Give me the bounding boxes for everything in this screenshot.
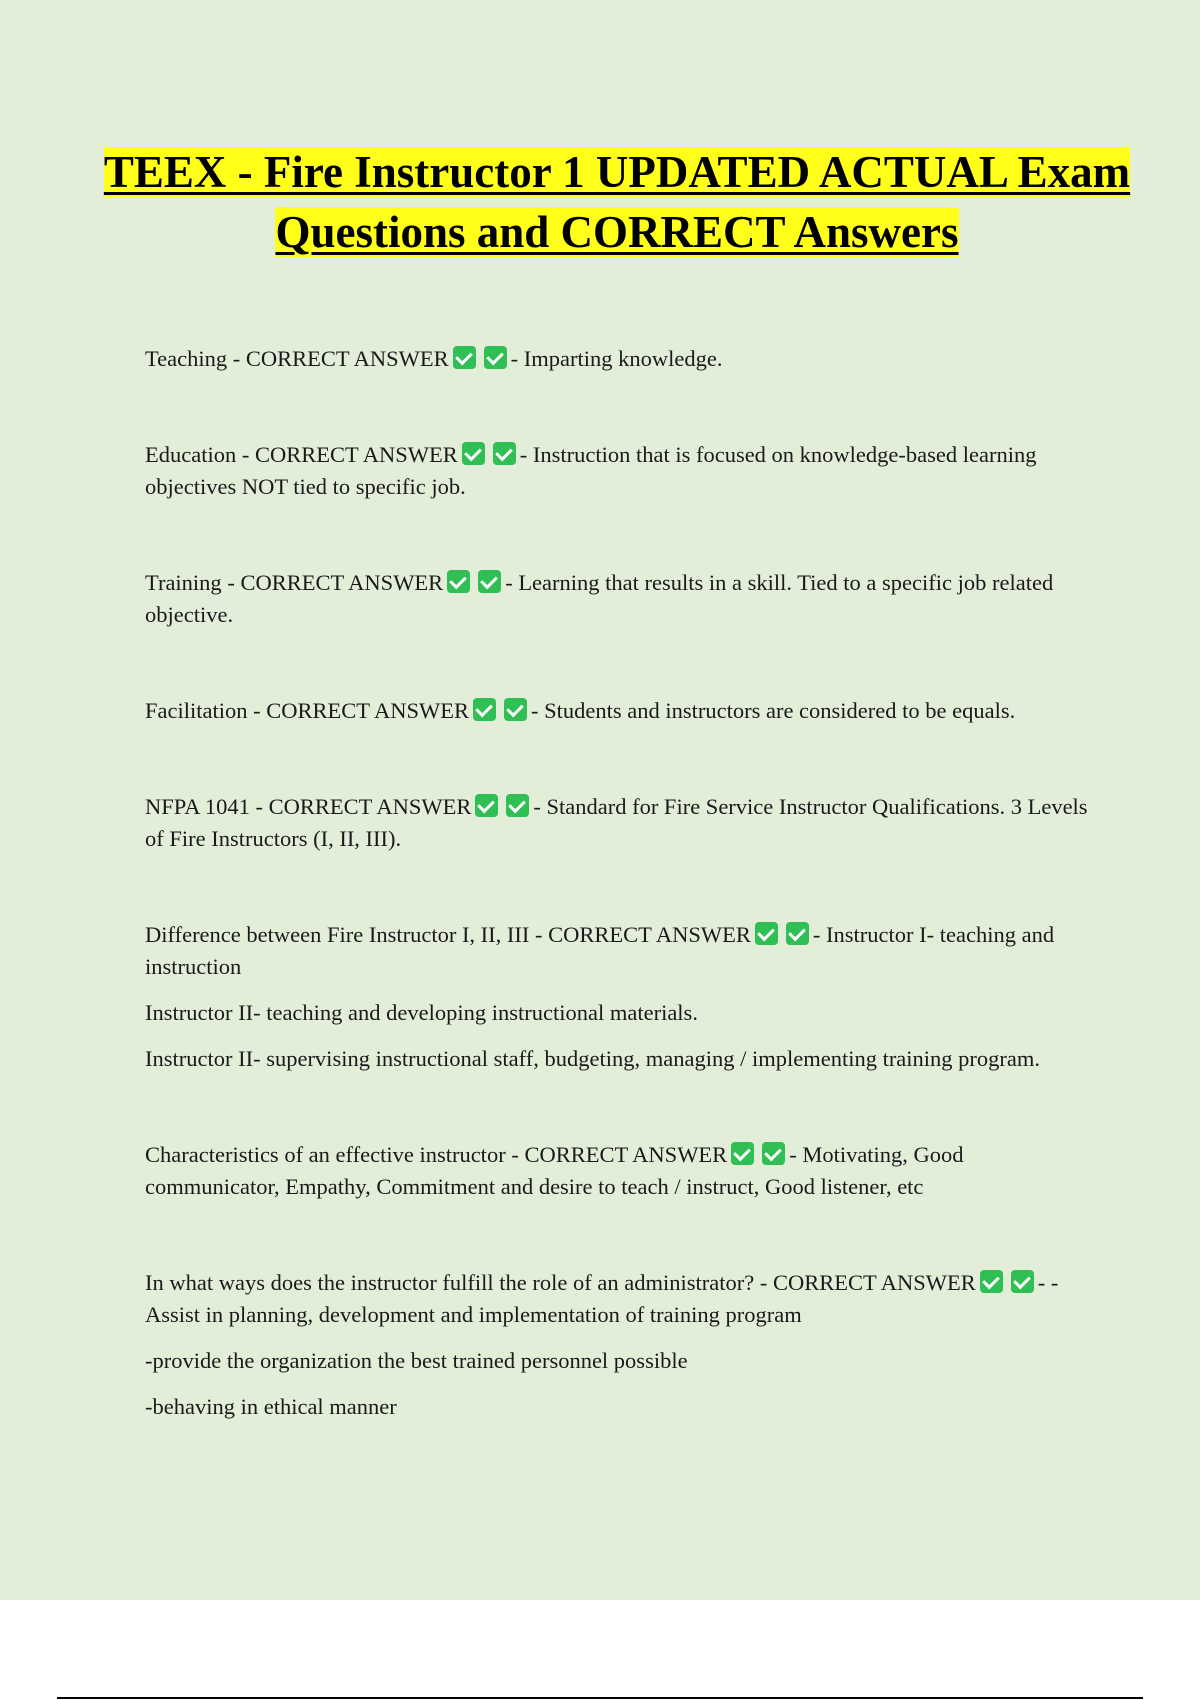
term: Training: [145, 570, 222, 595]
answer: Standard for Fire Service Instructor Qualifications. 3 Levels of Fire Instructors (I, II, III).: [145, 794, 1088, 851]
check-mark-icon: [762, 1142, 785, 1165]
check-mark-icon: [980, 1270, 1003, 1293]
answer-continuation: Instructor II- supervising instructional staff, budgeting, managing / implementing training program.: [145, 1046, 1041, 1071]
qa-entry: [145, 343, 1095, 375]
qa-entry: [145, 1267, 1095, 1423]
answer-continuation: Instructor II- teaching and developing instructional materials.: [145, 1000, 698, 1025]
document-title-text: TEEX - Fire Instructor 1 UPDATED ACTUAL Exam Questions and CORRECT Answers: [103, 147, 1131, 257]
answer-marker: CORRECT ANSWER: [524, 1142, 728, 1167]
check-mark-icon: [447, 570, 470, 593]
answer-continuation: -behaving in ethical manner: [145, 1394, 397, 1419]
answer-marker: CORRECT ANSWER: [266, 698, 469, 723]
check-mark-icon: [504, 698, 527, 721]
answer: Imparting knowledge.: [523, 346, 723, 371]
qa-first-line: Teaching - CORRECT ANSWER - Imparting knowledge.: [145, 346, 723, 371]
term: Difference between Fire Instructor I, II, III: [145, 922, 530, 947]
qa-first-line: NFPA 1041 - CORRECT ANSWER - Standard for Fire Service Instructor Qualifications. 3 Levels of Fire Instructors (I, II, III).: [145, 794, 1088, 851]
answer-marker: CORRECT ANSWER: [245, 346, 449, 371]
answer: -Assist in planning, development and implementation of training program: [145, 1270, 1059, 1327]
term: Education: [145, 442, 237, 467]
answer: Students and instructors are considered to be equals.: [544, 698, 1016, 723]
answer-continuation: -provide the organization the best trained personnel possible: [145, 1348, 688, 1373]
check-mark-icon: [506, 794, 529, 817]
check-mark-icon: [453, 346, 476, 369]
check-mark-icon: [786, 922, 809, 945]
term: NFPA 1041: [145, 794, 250, 819]
qa-first-line: Education - CORRECT ANSWER - Instruction that is focused on knowledge-based learning objectives NOT tied to specific job.: [145, 442, 1037, 499]
answer: Learning that results in a skill. Tied to a specific job related objective.: [145, 570, 1054, 627]
answer-marker: CORRECT ANSWER: [772, 1270, 976, 1295]
check-mark-icon: [493, 442, 516, 465]
term: Characteristics of an effective instructor: [145, 1142, 506, 1167]
answer: Instruction that is focused on knowledge-based learning objectives NOT tied to specific job.: [145, 442, 1037, 499]
term: Facilitation: [145, 698, 248, 723]
qa-first-line: Training - CORRECT ANSWER - Learning that results in a skill. Tied to a specific job related objective.: [145, 570, 1054, 627]
check-mark-icon: [731, 1142, 754, 1165]
check-mark-icon: [462, 442, 485, 465]
answer-marker: CORRECT ANSWER: [254, 442, 458, 467]
answer: Motivating, Good communicator, Empathy, Commitment and desire to teach / instruct, Good listener, etc: [145, 1142, 964, 1199]
term: In what ways does the instructor fulfill the role of an administrator?: [145, 1270, 755, 1295]
qa-entry: [145, 439, 1095, 503]
document-title: [100, 142, 1134, 262]
check-mark-icon: [1011, 1270, 1034, 1293]
check-mark-icon: [475, 794, 498, 817]
check-mark-icon: [478, 570, 501, 593]
term: Teaching: [145, 346, 228, 371]
qa-entry: [145, 567, 1095, 631]
footer-divider: [57, 1697, 1143, 1699]
qa-entry: [145, 791, 1095, 855]
title-block: [100, 142, 1134, 262]
qa-first-line: Characteristics of an effective instructor - CORRECT ANSWER - Motivating, Good communicator, Empathy, Commitment and desire to teach / instruct, Good listener, etc: [145, 1142, 964, 1199]
answer-marker: CORRECT ANSWER: [240, 570, 444, 595]
check-mark-icon: [484, 346, 507, 369]
answer-marker: CORRECT ANSWER: [268, 794, 472, 819]
check-mark-icon: [473, 698, 496, 721]
answer: Instructor I- teaching and instruction: [145, 922, 1055, 979]
check-mark-icon: [755, 922, 778, 945]
qa-entry: [145, 1139, 1095, 1203]
answer-marker: CORRECT ANSWER: [548, 922, 751, 947]
qa-entry: [145, 919, 1095, 1075]
qa-first-line: Facilitation - CORRECT ANSWER - Students and instructors are considered to be equals.: [145, 698, 1016, 723]
qa-entry: [145, 695, 1095, 727]
qa-list: [145, 343, 1095, 1487]
qa-first-line: In what ways does the instructor fulfill the role of an administrator? - CORRECT ANSWER - -Assist in planning, development and implementation of training program: [145, 1270, 1059, 1327]
qa-first-line: Difference between Fire Instructor I, II, III - CORRECT ANSWER - Instructor I- teaching and instruction: [145, 922, 1055, 979]
